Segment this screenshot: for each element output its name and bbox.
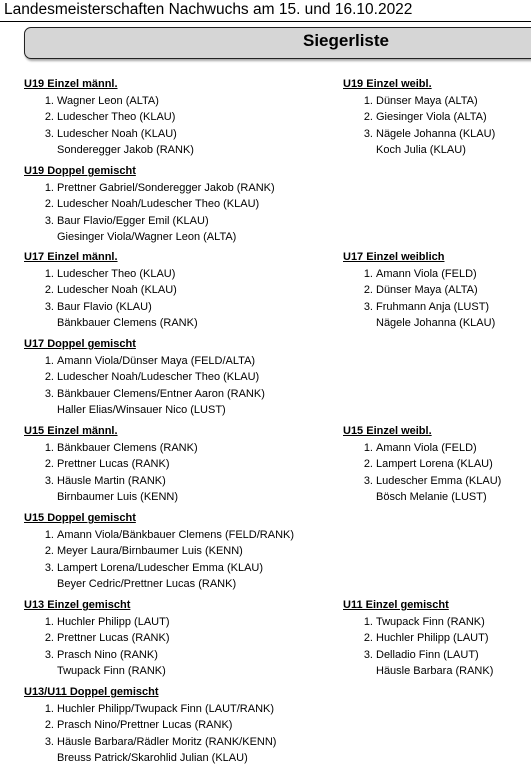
result-list bbox=[24, 701, 276, 766]
player-name: Lampert Lorena (KLAU) bbox=[376, 458, 493, 471]
section-heading: U11 Einzel gemischt bbox=[343, 599, 449, 611]
list-item bbox=[24, 353, 265, 369]
list-item bbox=[24, 180, 275, 196]
player-name: Giesinger Viola/Wagner Leon (ALTA) bbox=[57, 230, 237, 243]
placement-number: 3. bbox=[44, 214, 54, 227]
banner bbox=[24, 27, 531, 59]
player-name: Breuss Patrick/Skarohlid Julian (KLAU) bbox=[57, 751, 248, 764]
section-u13-u11-doppel-gemischt bbox=[24, 684, 276, 766]
result-list bbox=[24, 266, 198, 331]
list-item bbox=[24, 369, 265, 385]
list-item bbox=[24, 647, 169, 663]
list-item bbox=[343, 614, 493, 630]
result-list bbox=[24, 440, 198, 505]
list-item bbox=[24, 663, 169, 679]
placement-number: 2. bbox=[363, 632, 373, 645]
player-name: Prettner Gabriel/Sonderegger Jakob (RANK) bbox=[57, 182, 275, 194]
list-item bbox=[343, 299, 495, 315]
result-list bbox=[343, 266, 495, 331]
section-heading: U17 Einzel weiblich bbox=[343, 251, 445, 263]
list-item bbox=[24, 196, 275, 212]
placement-number: 2. bbox=[44, 198, 54, 211]
list-item bbox=[24, 315, 198, 331]
placement-number: 3. bbox=[44, 735, 54, 748]
player-name: Amann Viola (FELD) bbox=[376, 268, 477, 280]
placement-number: 3. bbox=[44, 648, 54, 661]
section-heading: U19 Doppel gemischt bbox=[24, 165, 136, 177]
list-item bbox=[24, 750, 276, 766]
list-item bbox=[24, 213, 275, 229]
section-u19-einzel-weibl bbox=[343, 76, 495, 158]
player-name: Prettner Lucas (RANK) bbox=[57, 458, 170, 471]
player-name: Prettner Lucas (RANK) bbox=[57, 632, 170, 645]
player-name: Häusle Barbara/Rädler Moritz (RANK/KENN) bbox=[57, 735, 277, 748]
list-item bbox=[24, 109, 194, 125]
placement-number: 3. bbox=[363, 300, 373, 313]
placement-number: 3. bbox=[44, 300, 54, 313]
placement-number: 1. bbox=[44, 442, 54, 454]
player-name: Ludescher Theo (KLAU) bbox=[57, 268, 176, 280]
placement-number: 3. bbox=[363, 648, 373, 661]
list-item bbox=[24, 142, 194, 158]
list-item bbox=[343, 266, 495, 282]
result-list bbox=[343, 93, 495, 158]
player-name: Haller Elias/Winsauer Nico (LUST) bbox=[57, 403, 226, 416]
placement-number: 1. bbox=[44, 182, 54, 194]
list-item bbox=[24, 386, 265, 402]
player-name: Ludescher Emma (KLAU) bbox=[376, 474, 502, 487]
list-item bbox=[24, 630, 169, 646]
player-name: Huchler Philipp/Twupack Finn (LAUT/RANK) bbox=[57, 703, 275, 715]
list-item bbox=[343, 282, 495, 298]
placement-number: 2. bbox=[363, 284, 373, 297]
player-name: Twupack Finn (RANK) bbox=[57, 664, 166, 677]
section-u17-einzel-weiblich bbox=[343, 249, 495, 331]
result-list bbox=[24, 527, 294, 592]
list-item bbox=[24, 489, 198, 505]
list-item bbox=[24, 456, 198, 472]
player-name: Häusle Martin (RANK) bbox=[57, 474, 166, 487]
list-item bbox=[343, 126, 495, 142]
player-name: Nägele Johanna (KLAU) bbox=[376, 127, 496, 140]
player-name: Sonderegger Jakob (RANK) bbox=[57, 143, 194, 156]
placement-number: 1. bbox=[44, 529, 54, 541]
player-name: Meyer Laura/Birnbaumer Luis (KENN) bbox=[57, 545, 243, 558]
result-list bbox=[343, 440, 501, 505]
list-item bbox=[24, 282, 198, 298]
placement-number: 1. bbox=[44, 95, 54, 107]
player-name: Ludescher Noah/Ludescher Theo (KLAU) bbox=[57, 198, 260, 211]
player-name: Fruhmann Anja (LUST) bbox=[376, 300, 490, 313]
player-name: Bänkbauer Clemens (RANK) bbox=[57, 442, 198, 454]
player-name: Ludescher Noah (KLAU) bbox=[57, 127, 177, 140]
player-name: Bänkbauer Clemens (RANK) bbox=[57, 316, 198, 329]
list-item bbox=[24, 402, 265, 418]
list-item bbox=[343, 456, 501, 472]
placement-number: 3. bbox=[44, 474, 54, 487]
section-heading: U19 Einzel männl. bbox=[24, 78, 118, 90]
player-name: Baur Flavio (KLAU) bbox=[57, 300, 152, 313]
placement-number: 2. bbox=[44, 284, 54, 297]
section-u15-einzel-weibl bbox=[343, 423, 501, 505]
player-name: Nägele Johanna (KLAU) bbox=[376, 316, 496, 329]
player-name: Huchler Philipp (LAUT) bbox=[57, 616, 170, 628]
placement-number: 2. bbox=[44, 111, 54, 124]
placement-number: 3. bbox=[44, 127, 54, 140]
player-name: Twupack Finn (RANK) bbox=[376, 616, 485, 628]
placement-number: 2. bbox=[44, 371, 54, 384]
player-name: Bänkbauer Clemens/Entner Aaron (RANK) bbox=[57, 387, 265, 400]
section-heading: U15 Doppel gemischt bbox=[24, 512, 136, 524]
section-heading: U15 Einzel männl. bbox=[24, 425, 118, 437]
section-heading: U17 Einzel männl. bbox=[24, 251, 118, 263]
player-name: Häusle Barbara (RANK) bbox=[376, 664, 494, 677]
placement-number: 2. bbox=[44, 719, 54, 732]
list-item bbox=[24, 126, 194, 142]
player-name: Dünser Maya (ALTA) bbox=[376, 284, 478, 297]
player-name: Wagner Leon (ALTA) bbox=[57, 95, 159, 107]
placement-number: 1. bbox=[44, 616, 54, 628]
player-name: Prasch Nino (RANK) bbox=[57, 648, 158, 661]
section-heading: U13/U11 Doppel gemischt bbox=[24, 686, 159, 698]
title-divider bbox=[0, 21, 531, 22]
player-name: Amann Viola/Dünser Maya (FELD/ALTA) bbox=[57, 355, 256, 367]
placement-number: 3. bbox=[363, 127, 373, 140]
player-name: Ludescher Noah (KLAU) bbox=[57, 284, 177, 297]
result-list bbox=[24, 614, 169, 679]
list-item bbox=[24, 701, 276, 717]
list-item bbox=[343, 473, 501, 489]
list-item bbox=[24, 734, 276, 750]
placement-number: 2. bbox=[363, 111, 373, 124]
placement-number: 1. bbox=[44, 268, 54, 280]
placement-number: 1. bbox=[363, 268, 373, 280]
document-title: Landesmeisterschaften Nachwuchs am 15. und 16.10.2022 bbox=[4, 1, 413, 18]
player-name: Lampert Lorena/Ludescher Emma (KLAU) bbox=[57, 561, 264, 574]
placement-number: 1. bbox=[363, 95, 373, 107]
list-item bbox=[24, 473, 198, 489]
player-name: Huchler Philipp (LAUT) bbox=[376, 632, 489, 645]
list-item bbox=[24, 93, 194, 109]
player-name: Bösch Melanie (LUST) bbox=[376, 490, 487, 503]
player-name: Baur Flavio/Egger Emil (KLAU) bbox=[57, 214, 209, 227]
result-list bbox=[343, 614, 493, 679]
player-name: Amann Viola/Bänkbauer Clemens (FELD/RANK) bbox=[57, 529, 295, 541]
player-name: Dünser Maya (ALTA) bbox=[376, 95, 478, 107]
section-heading: U19 Einzel weibl. bbox=[343, 78, 432, 90]
list-item bbox=[24, 576, 294, 592]
player-name: Beyer Cedric/Prettner Lucas (RANK) bbox=[57, 577, 237, 590]
placement-number: 3. bbox=[363, 474, 373, 487]
player-name: Delladio Finn (LAUT) bbox=[376, 648, 479, 661]
list-item bbox=[24, 527, 294, 543]
section-u17-doppel-gemischt bbox=[24, 336, 265, 418]
list-item bbox=[343, 142, 495, 158]
placement-number: 2. bbox=[44, 632, 54, 645]
player-name: Prasch Nino/Prettner Lucas (RANK) bbox=[57, 719, 233, 732]
result-list bbox=[24, 353, 265, 418]
list-item bbox=[343, 109, 495, 125]
list-item bbox=[24, 560, 294, 576]
list-item bbox=[343, 647, 493, 663]
banner-title: Siegerliste bbox=[303, 31, 389, 50]
placement-number: 1. bbox=[363, 442, 373, 454]
section-u11-einzel-gemischt bbox=[343, 597, 493, 679]
player-name: Ludescher Theo (KLAU) bbox=[57, 111, 176, 124]
player-name: Amann Viola (FELD) bbox=[376, 442, 477, 454]
section-u19-einzel-maennl bbox=[24, 76, 194, 158]
result-list bbox=[24, 180, 275, 245]
player-name: Ludescher Noah/Ludescher Theo (KLAU) bbox=[57, 371, 260, 384]
list-item bbox=[343, 663, 493, 679]
list-item bbox=[24, 717, 276, 733]
list-item bbox=[343, 315, 495, 331]
section-u15-doppel-gemischt bbox=[24, 510, 294, 592]
list-item bbox=[24, 229, 275, 245]
section-u17-einzel-maennl bbox=[24, 249, 198, 331]
list-item bbox=[24, 266, 198, 282]
list-item bbox=[24, 614, 169, 630]
section-heading: U13 Einzel gemischt bbox=[24, 599, 131, 611]
placement-number: 1. bbox=[44, 355, 54, 367]
list-item bbox=[343, 93, 495, 109]
list-item bbox=[24, 299, 198, 315]
list-item bbox=[343, 489, 501, 505]
list-item bbox=[24, 440, 198, 456]
section-heading: U17 Doppel gemischt bbox=[24, 338, 136, 350]
section-u13-einzel-gemischt bbox=[24, 597, 169, 679]
placement-number: 3. bbox=[44, 561, 54, 574]
placement-number: 2. bbox=[44, 458, 54, 471]
section-heading: U15 Einzel weibl. bbox=[343, 425, 432, 437]
placement-number: 2. bbox=[363, 458, 373, 471]
player-name: Birnbaumer Luis (KENN) bbox=[57, 490, 179, 503]
list-item bbox=[343, 630, 493, 646]
player-name: Koch Julia (KLAU) bbox=[376, 143, 466, 156]
placement-number: 3. bbox=[44, 387, 54, 400]
list-item bbox=[24, 543, 294, 559]
placement-number: 1. bbox=[44, 703, 54, 715]
placement-number: 1. bbox=[363, 616, 373, 628]
section-u15-einzel-maennl bbox=[24, 423, 198, 505]
section-u19-doppel-gemischt bbox=[24, 163, 275, 245]
placement-number: 2. bbox=[44, 545, 54, 558]
list-item bbox=[343, 440, 501, 456]
result-list bbox=[24, 93, 194, 158]
player-name: Giesinger Viola (ALTA) bbox=[376, 111, 487, 124]
